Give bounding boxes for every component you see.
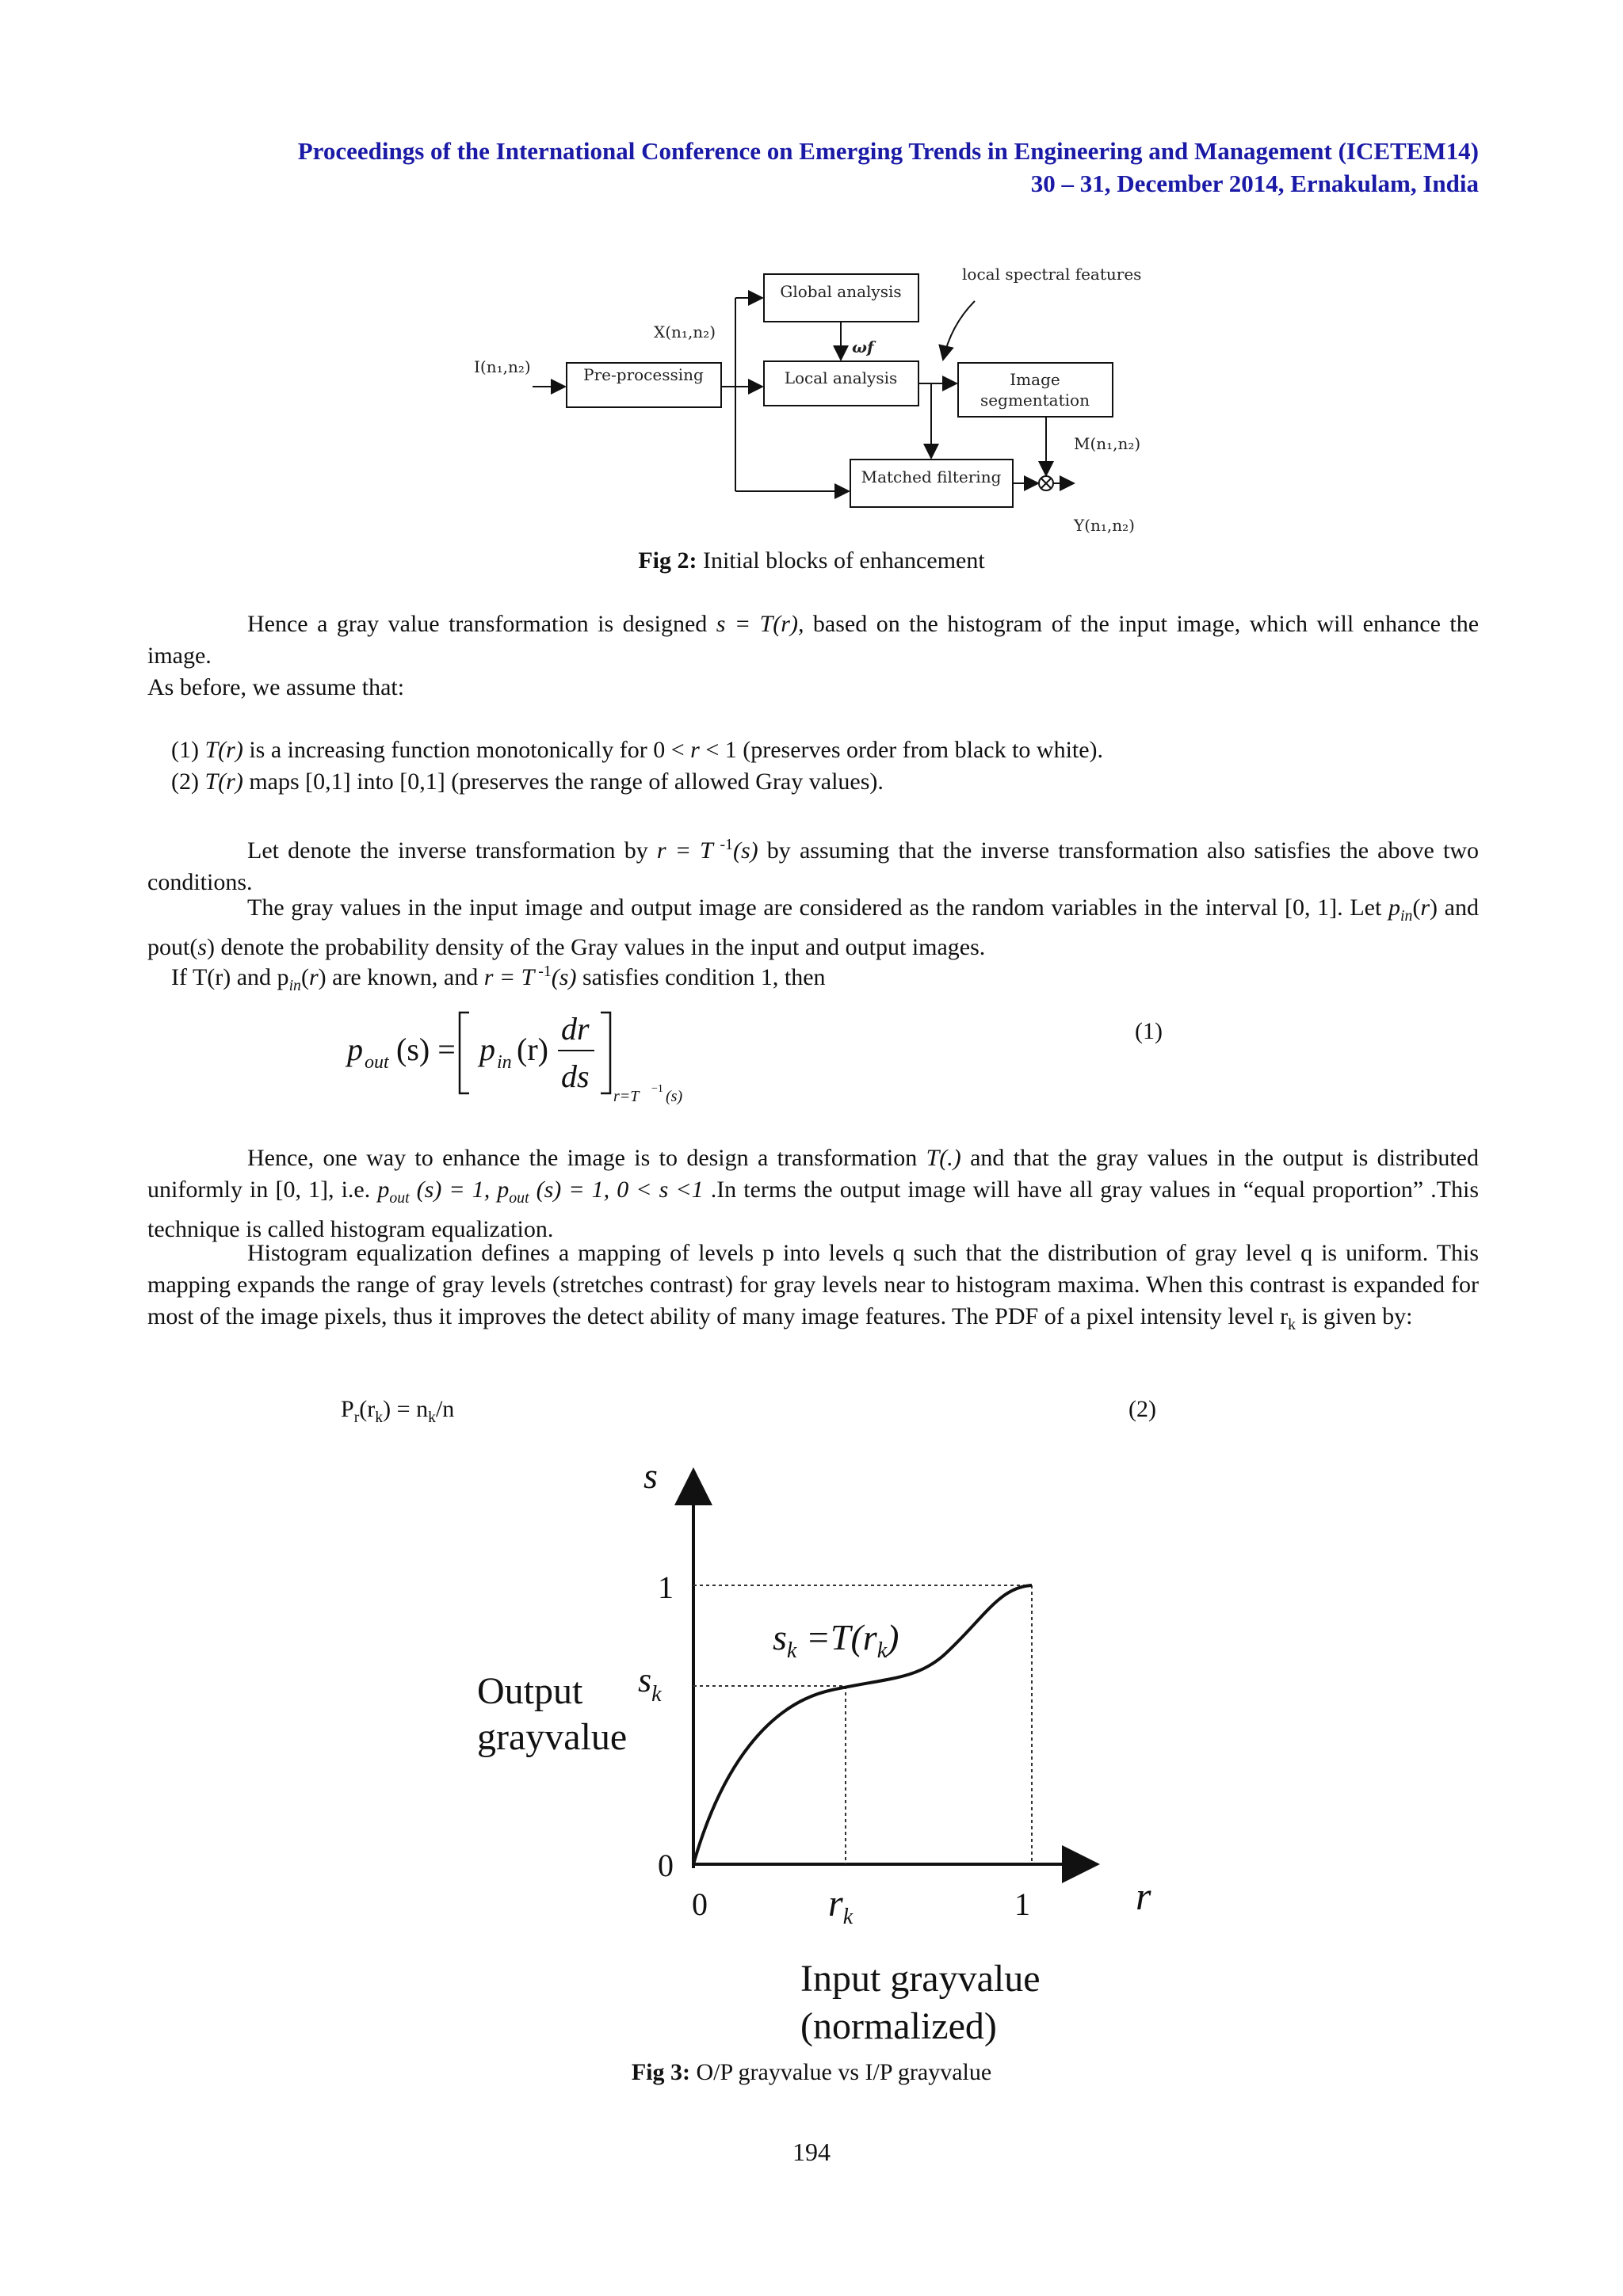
paragraph-5: Hence, one way to enhance the image is to design a transformation T(.) and that the gray values in the output is distributed uniformly in [0, 1], i.e. $p_{out}$ (s) = 1, $p_{out}$ (s) = 1, 0 < s <1 .In terms the output image will have all gray values in “equal proportion” .This technique is called histogram equalization. bbox=[147, 1145, 1480, 1242]
fig3-caption bbox=[0, 2057, 1623, 2088]
paragraph-3: The gray values in the input image and output image are considered as the random variables in the interval [0, 1]. Let $p_{in}(r)$ and pout(s) denote the probability density of the Gray values in the input and output images. bbox=[147, 894, 1479, 960]
global-analysis-label: Global analysis bbox=[780, 282, 902, 301]
fig2-block-diagram bbox=[468, 261, 1181, 547]
m-label: M(n₁,n₂) bbox=[1074, 434, 1141, 453]
paragraph-2: Let denote the inverse transformation by r = T $^{-1}$(s) by assuming that the inverse transformation also satisfies the above two conditions. bbox=[147, 836, 1479, 895]
x-tick-0: 0 bbox=[692, 1886, 708, 1922]
x-label-line-1: Input grayvalue bbox=[800, 1958, 1041, 2000]
header-line-2: 30 – 31, December 2014, Ernakulam, India bbox=[1030, 170, 1479, 197]
fig2-caption bbox=[0, 545, 1623, 577]
page-number: 194 bbox=[792, 2138, 831, 2166]
svg-text:in: in bbox=[497, 1052, 512, 1073]
matched-filtering-label: Matched filtering bbox=[861, 467, 1002, 486]
local-analysis-label: Local analysis bbox=[784, 368, 898, 387]
fig3-caption-text: O/P grayvalue vs I/P grayvalue bbox=[689, 2059, 992, 2085]
x-tick-1: 1 bbox=[1014, 1886, 1030, 1922]
svg-text:out: out bbox=[365, 1052, 389, 1073]
paragraph-1: Hence a gray value transformation is designed s = T(r), based on the histogram of the input image, which will enhance the image. bbox=[147, 611, 1480, 669]
equation-1-number: (1) bbox=[1135, 1018, 1163, 1044]
paragraph-6: Histogram equalization defines a mapping of levels p into levels q such that the distribution of gray level q is uniform. This mapping expands the range of gray levels (stretches contrast) for gray levels near to histogram maxima. When this contrast is expanded for most of the image pixels, thus it improves the detect ability of many image features. The PDF of a pixel intensity level $r_k$ is given by: bbox=[147, 1240, 1479, 1333]
condition-2: (2) T(r) maps [0,1] into [0,1] (preserves the range of allowed Gray values). bbox=[171, 769, 884, 795]
svg-text:(s): (s) bbox=[666, 1088, 683, 1105]
preprocessing-label: Pre-processing bbox=[583, 365, 704, 384]
x-label: X(n₁,n₂) bbox=[654, 322, 716, 341]
equation-1 bbox=[341, 1005, 721, 1108]
y-tick-0: 0 bbox=[658, 1848, 674, 1883]
conference-header bbox=[147, 135, 1479, 200]
svg-text:r=T: r=T bbox=[613, 1088, 640, 1105]
image-seg-label-1: Image bbox=[1010, 370, 1060, 389]
svg-text:p: p bbox=[347, 1032, 363, 1067]
fig3-caption-label: Fig 3: bbox=[631, 2059, 690, 2085]
r-axis-label: r bbox=[1136, 1874, 1151, 1918]
svg-text:−1: −1 bbox=[651, 1083, 663, 1095]
condition-1: (1) T(r) is a increasing function monotonically for 0 < r < 1 (preserves order from black to white). bbox=[171, 737, 1104, 763]
equation-2: $P_r(r_k) = n_k/n$ bbox=[341, 1396, 455, 1426]
svg-text:p: p bbox=[479, 1032, 495, 1067]
y-label: Y(n₁,n₂) bbox=[1074, 516, 1135, 535]
svg-text:dr: dr bbox=[561, 1011, 590, 1047]
y-tick-1: 1 bbox=[658, 1569, 674, 1605]
equation-2-number: (2) bbox=[1128, 1396, 1156, 1422]
y-label-line-1: Output bbox=[477, 1670, 583, 1712]
svg-text:ds: ds bbox=[561, 1058, 590, 1094]
y-label-line-2: grayvalue bbox=[477, 1716, 628, 1758]
fig2-caption-text: Initial blocks of enhancement bbox=[697, 547, 985, 574]
svg-text:(r): (r) bbox=[517, 1032, 548, 1067]
fig3-graph bbox=[460, 1442, 1173, 2060]
sk-label: $s_k$ bbox=[638, 1661, 662, 1707]
local-spectral-label: local spectral features bbox=[962, 265, 1142, 284]
curve-equation: $s_k =T(r_k)$ bbox=[773, 1617, 899, 1663]
s-axis-label: s bbox=[643, 1455, 658, 1496]
image-seg-label-2: segmentation bbox=[980, 391, 1090, 410]
input-label: I(n₁,n₂) bbox=[474, 357, 531, 376]
svg-text:(s) =: (s) = bbox=[396, 1032, 456, 1067]
paragraph-4: If T(r) and $p_{in}(r)$ are known, and r = T $^{-1}$(s) satisfies condition 1, then bbox=[171, 963, 826, 994]
fig2-caption-label: Fig 2: bbox=[638, 547, 697, 574]
x-label-line-2: (normalized) bbox=[800, 2005, 997, 2047]
omega-label: ωf bbox=[852, 338, 874, 357]
header-line-1: Proceedings of the International Conference on Emerging Trends in Engineering and Management (ICETEM14) bbox=[297, 137, 1479, 165]
rk-label: $r_k$ bbox=[828, 1882, 854, 1929]
paragraph-1-tail: As before, we assume that: bbox=[147, 674, 405, 700]
